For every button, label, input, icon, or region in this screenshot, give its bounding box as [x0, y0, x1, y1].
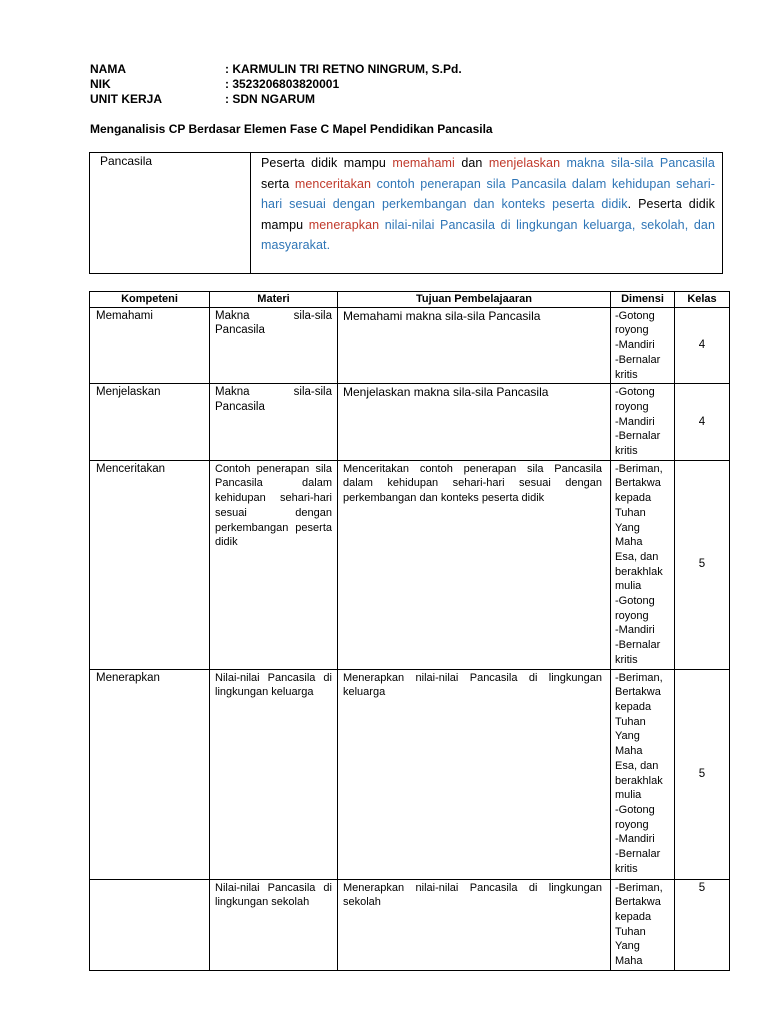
identity-row-nama: [90, 62, 462, 77]
tujuan-cell: Menjelaskan makna sila-sila Pancasila: [338, 384, 611, 461]
dimensi-line: -Bernalar: [615, 848, 661, 861]
dimensi-line: berakhlak: [615, 774, 663, 787]
kelas-cell: 4: [675, 307, 730, 384]
kompetensi-cell: Menerapkan: [90, 669, 210, 879]
kelas-cell: 5: [675, 460, 730, 669]
materi-cell: Nilai-nilai Pancasila di lingkungan sekolah: [210, 879, 338, 970]
cp-text-segment: makna sila-sila Pancasila: [560, 156, 715, 170]
dimensi-line: kepada: [615, 700, 652, 713]
dimensi-line: -Beriman,: [615, 881, 663, 894]
dimensi-line: -Bernalar: [615, 430, 661, 443]
dimensi-cell: [611, 460, 675, 669]
kelas-cell: 4: [675, 384, 730, 461]
dimensi-line: -Mandiri: [615, 339, 655, 352]
materi-cell: Makna sila-sila Pancasila: [210, 307, 338, 384]
column-header: Kelas: [675, 292, 730, 308]
dimensi-line: -Gotong: [615, 595, 655, 608]
dimensi-line: -Mandiri: [615, 833, 655, 846]
cp-text-segment: menjelaskan: [488, 156, 561, 170]
dimensi-line: kritis: [615, 368, 638, 381]
dimensi-line: kritis: [615, 862, 638, 875]
tujuan-cell: Menerapkan nilai-nilai Pancasila di lingkungan sekolah: [338, 879, 611, 970]
dimensi-line: kritis: [615, 445, 638, 458]
dimensi-line: royong: [615, 400, 649, 413]
document-heading: Menganalisis CP Berdasar Elemen Fase C Mapel Pendidikan Pancasila: [90, 122, 493, 136]
dimensi-line: Yang: [615, 521, 640, 534]
identity-row-nik: [90, 77, 462, 92]
identity-block: [90, 62, 462, 107]
dimensi-line: -Bernalar: [615, 353, 661, 366]
tujuan-cell: Memahami makna sila-sila Pancasila: [338, 307, 611, 384]
dimensi-line: royong: [615, 324, 649, 337]
dimensi-line: Maha: [615, 745, 643, 758]
cp-element-name: Pancasila: [90, 153, 251, 273]
dimensi-line: Yang: [615, 730, 640, 743]
identity-row-unit-kerja: [90, 92, 462, 107]
tujuan-cell: Menceritakan contoh penerapan sila Pancasila dalam kehidupan sehari-hari sesuai dengan perkembangan dan konteks peserta didik: [338, 460, 611, 669]
dimensi-line: -Bernalar: [615, 639, 661, 652]
materi-cell: Contoh penerapan sila Pancasila dalam kehidupan sehari-hari sesuai dengan perkembangan peserta didik: [210, 460, 338, 669]
dimensi-line: Esa, dan: [615, 759, 659, 772]
dimensi-line: Tuhan: [615, 715, 646, 728]
dimensi-line: kepada: [615, 492, 652, 505]
dimensi-line: -Beriman,: [615, 671, 663, 684]
dimensi-line: Maha: [615, 536, 643, 549]
kompetensi-cell: Memahami: [90, 307, 210, 384]
table-row: [90, 669, 730, 879]
dimensi-line: -Gotong: [615, 386, 655, 399]
identity-value: : 3523206803820001: [225, 77, 340, 91]
dimensi-cell: [611, 669, 675, 879]
identity-label: NAMA: [90, 62, 126, 76]
cp-text-segment: menceritakan: [294, 176, 372, 191]
dimensi-cell: [611, 384, 675, 461]
kelas-cell: 5: [675, 879, 730, 970]
cp-text-segment: nilai-nilai Pancasila di lingkungan keluarga, sekolah, dan masyarakat.: [261, 217, 715, 252]
dimensi-line: -Beriman,: [615, 462, 663, 475]
cp-text-segment: contoh penerapan sila Pancasila dalam kehidupan sehari-hari sesuai dengan perkembangan dan konteks peserta didik: [261, 176, 715, 211]
dimensi-cell: [611, 307, 675, 384]
dimensi-line: berakhlak: [615, 565, 663, 578]
dimensi-line: -Mandiri: [615, 624, 655, 637]
table-row: [90, 460, 730, 669]
dimensi-line: Tuhan: [615, 925, 646, 938]
table-row: [90, 307, 730, 384]
cp-text-segment: dan: [454, 156, 489, 170]
dimensi-cell: [611, 879, 675, 970]
column-header: Kompeteni: [90, 292, 210, 308]
cp-text-segment: memahami: [392, 156, 455, 170]
table-row: [90, 879, 730, 970]
dimensi-line: Bertakwa: [615, 686, 661, 699]
column-header: Tujuan Pembelajaaran: [338, 292, 611, 308]
dimensi-line: kepada: [615, 910, 652, 923]
materi-cell: Makna sila-sila Pancasila: [210, 384, 338, 461]
dimensi-line: kritis: [615, 653, 638, 666]
materi-cell: Nilai-nilai Pancasila di lingkungan keluarga: [210, 669, 338, 879]
cp-text-segment: menerapkan: [308, 217, 380, 232]
kompetensi-cell: Menceritakan: [90, 460, 210, 669]
identity-label: NIK: [90, 77, 111, 91]
dimensi-line: royong: [615, 609, 649, 622]
dimensi-line: Maha: [615, 955, 643, 968]
dimensi-line: royong: [615, 818, 649, 831]
kelas-cell: 5: [675, 669, 730, 879]
cp-element-box: [89, 152, 723, 274]
tujuan-cell: Menerapkan nilai-nilai Pancasila di lingkungan keluarga: [338, 669, 611, 879]
dimensi-line: Esa, dan: [615, 550, 659, 563]
dimensi-line: Bertakwa: [615, 477, 661, 490]
identity-value: : SDN NGARUM: [225, 92, 315, 106]
cp-description: [251, 153, 722, 273]
identity-value: : KARMULIN TRI RETNO NINGRUM, S.Pd.: [225, 62, 462, 76]
dimensi-line: Tuhan: [615, 506, 646, 519]
cp-text-segment: . Peserta didik mampu: [261, 197, 715, 232]
dimensi-line: Yang: [615, 940, 640, 953]
competency-table: [89, 291, 730, 971]
column-header: Dimensi: [611, 292, 675, 308]
column-header: Materi: [210, 292, 338, 308]
kompetensi-cell: [90, 879, 210, 970]
table-row: [90, 384, 730, 461]
dimensi-line: -Gotong: [615, 309, 655, 322]
dimensi-line: Bertakwa: [615, 896, 661, 909]
table-header-row: [90, 292, 730, 308]
dimensi-line: mulia: [615, 789, 642, 802]
cp-text-segment: serta: [261, 176, 295, 191]
kompetensi-cell: Menjelaskan: [90, 384, 210, 461]
dimensi-line: -Gotong: [615, 803, 655, 816]
dimensi-line: -Mandiri: [615, 415, 655, 428]
identity-label: UNIT KERJA: [90, 92, 163, 106]
dimensi-line: mulia: [615, 580, 642, 593]
cp-text-segment: Peserta didik mampu: [261, 156, 393, 170]
